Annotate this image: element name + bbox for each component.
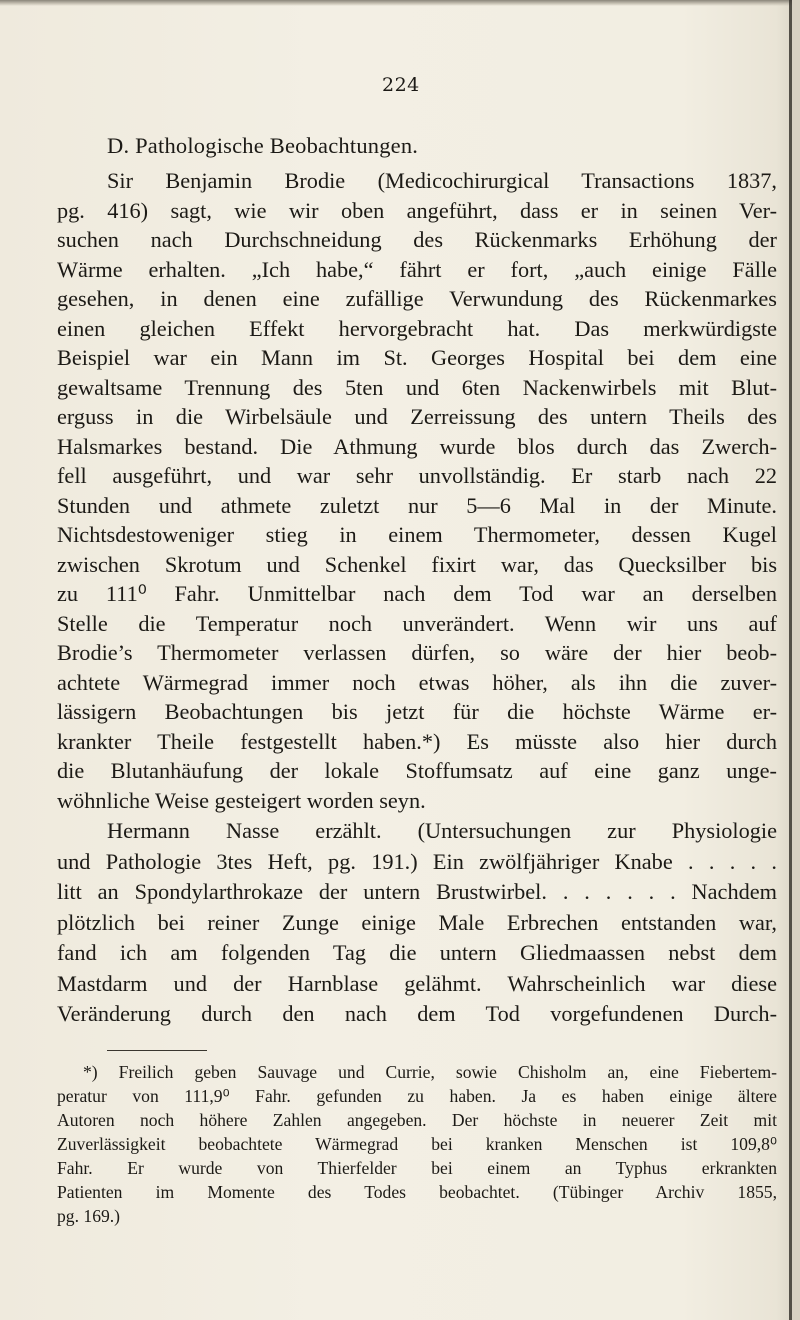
text-line: plötzlich bei reiner Zunge einige Male Erbrechen entstanden war, bbox=[57, 909, 777, 935]
text-line: fell ausgeführt, und war sehr unvollständig. Er starb nach 22 bbox=[57, 463, 777, 488]
text-line: lässigern Beobachtungen bis jetzt für die höchste Wärme er- bbox=[57, 699, 777, 724]
text-line: litt an Spondylarthrokaze der untern Brustwirbel. . . . . . . Nachdem bbox=[57, 879, 777, 904]
footnote-line: *) Freilich geben Sauvage und Currie, sowie Chisholm an, eine Fiebertem- bbox=[83, 1062, 777, 1082]
page-right-edge-line bbox=[789, 0, 792, 1320]
text-line: pg. 416) sagt, wie wir oben angeführt, dass er in seinen Ver- bbox=[57, 197, 777, 223]
text-line: Sir Benjamin Brodie (Medicochirurgical Transactions 1837, bbox=[107, 168, 777, 193]
text-line: gewaltsame Trennung des 5ten und 6ten Nackenwirbels mit Blut- bbox=[57, 374, 777, 400]
footnote-line: peratur von 111,9⁰ Fahr. gefunden zu haben. Ja es haben einige ältere bbox=[57, 1086, 777, 1106]
text-line: Beispiel war ein Mann im St. Georges Hospital bei dem eine bbox=[57, 345, 777, 370]
text-line: Stelle die Temperatur noch unverändert. Wenn wir uns auf bbox=[57, 610, 777, 636]
text-line: wöhnliche Weise gesteigert worden seyn. bbox=[57, 787, 426, 813]
page-number: 224 bbox=[382, 74, 420, 96]
footnote-line: Patienten im Momente des Todes beobachtet. (Tübinger Archiv 1855, bbox=[57, 1182, 777, 1202]
text-line: die Blutanhäufung der lokale Stoffumsatz auf eine ganz unge- bbox=[57, 758, 777, 783]
text-line: Brodie’s Thermometer verlassen dürfen, so wäre der hier beob- bbox=[57, 640, 777, 665]
footnote-line: Autoren noch höhere Zahlen angegeben. Der höchste in neuerer Zeit mit bbox=[57, 1110, 777, 1130]
text-line: Hermann Nasse erzählt. (Untersuchungen zur Physiologie bbox=[107, 818, 777, 843]
text-line: Halsmarkes bestand. Die Athmung wurde blos durch das Zwerch- bbox=[57, 433, 777, 459]
footnote-line: Zuverlässigkeit beobachtete Wärmegrad bei kranken Menschen ist 109,8⁰ bbox=[57, 1134, 777, 1154]
section-heading: D. Pathologische Beobachtungen. bbox=[107, 133, 419, 158]
text-line: zu 111⁰ Fahr. Unmittelbar nach dem Tod war an derselben bbox=[57, 581, 777, 606]
footnote-line: Fahr. Er wurde von Thierfelder bei einem an Typhus erkrankten bbox=[57, 1158, 777, 1178]
text-line: Veränderung durch den nach dem Tod vorgefundenen Durch- bbox=[57, 1001, 777, 1026]
text-line: Nichtsdestoweniger stieg in einem Thermometer, dessen Kugel bbox=[57, 522, 777, 547]
text-line: zwischen Skrotum und Schenkel fixirt war, das Quecksilber bis bbox=[57, 551, 777, 577]
text-line: krankter Theile festgestellt haben.*) Es müsste also hier durch bbox=[57, 728, 777, 754]
text-line: fand ich am folgenden Tag die untern Gliedmaassen nebst dem bbox=[57, 940, 777, 965]
footnote-line: pg. 169.) bbox=[57, 1206, 121, 1226]
text-line: Stunden und athmete zuletzt nur 5—6 Mal in der Minute. bbox=[57, 492, 777, 518]
page-right-margin bbox=[792, 0, 800, 1320]
text-line: erguss in die Wirbelsäule und Zerreissung des untern Theils des bbox=[57, 404, 777, 429]
page-top-edge bbox=[0, 0, 800, 6]
text-line: einen gleichen Effekt hervorgebracht hat. Das merkwürdigste bbox=[57, 315, 777, 341]
footnote-rule bbox=[107, 1050, 207, 1051]
text-line: Wärme erhalten. „Ich habe,“ fährt er fort, „auch einige Fälle bbox=[57, 256, 777, 282]
text-line: achtete Wärmegrad immer noch etwas höher, als ihn die zuver- bbox=[57, 669, 777, 695]
text-line: suchen nach Durchschneidung des Rückenmarks Erhöhung der bbox=[57, 227, 777, 252]
text-line: gesehen, in denen eine zufällige Verwundung des Rückenmarkes bbox=[57, 286, 777, 311]
text-line: und Pathologie 3tes Heft, pg. 191.) Ein zwölfjähriger Knabe . . . . . bbox=[57, 848, 777, 874]
text-line: Mastdarm und der Harnblase gelähmt. Wahrscheinlich war diese bbox=[57, 970, 777, 996]
